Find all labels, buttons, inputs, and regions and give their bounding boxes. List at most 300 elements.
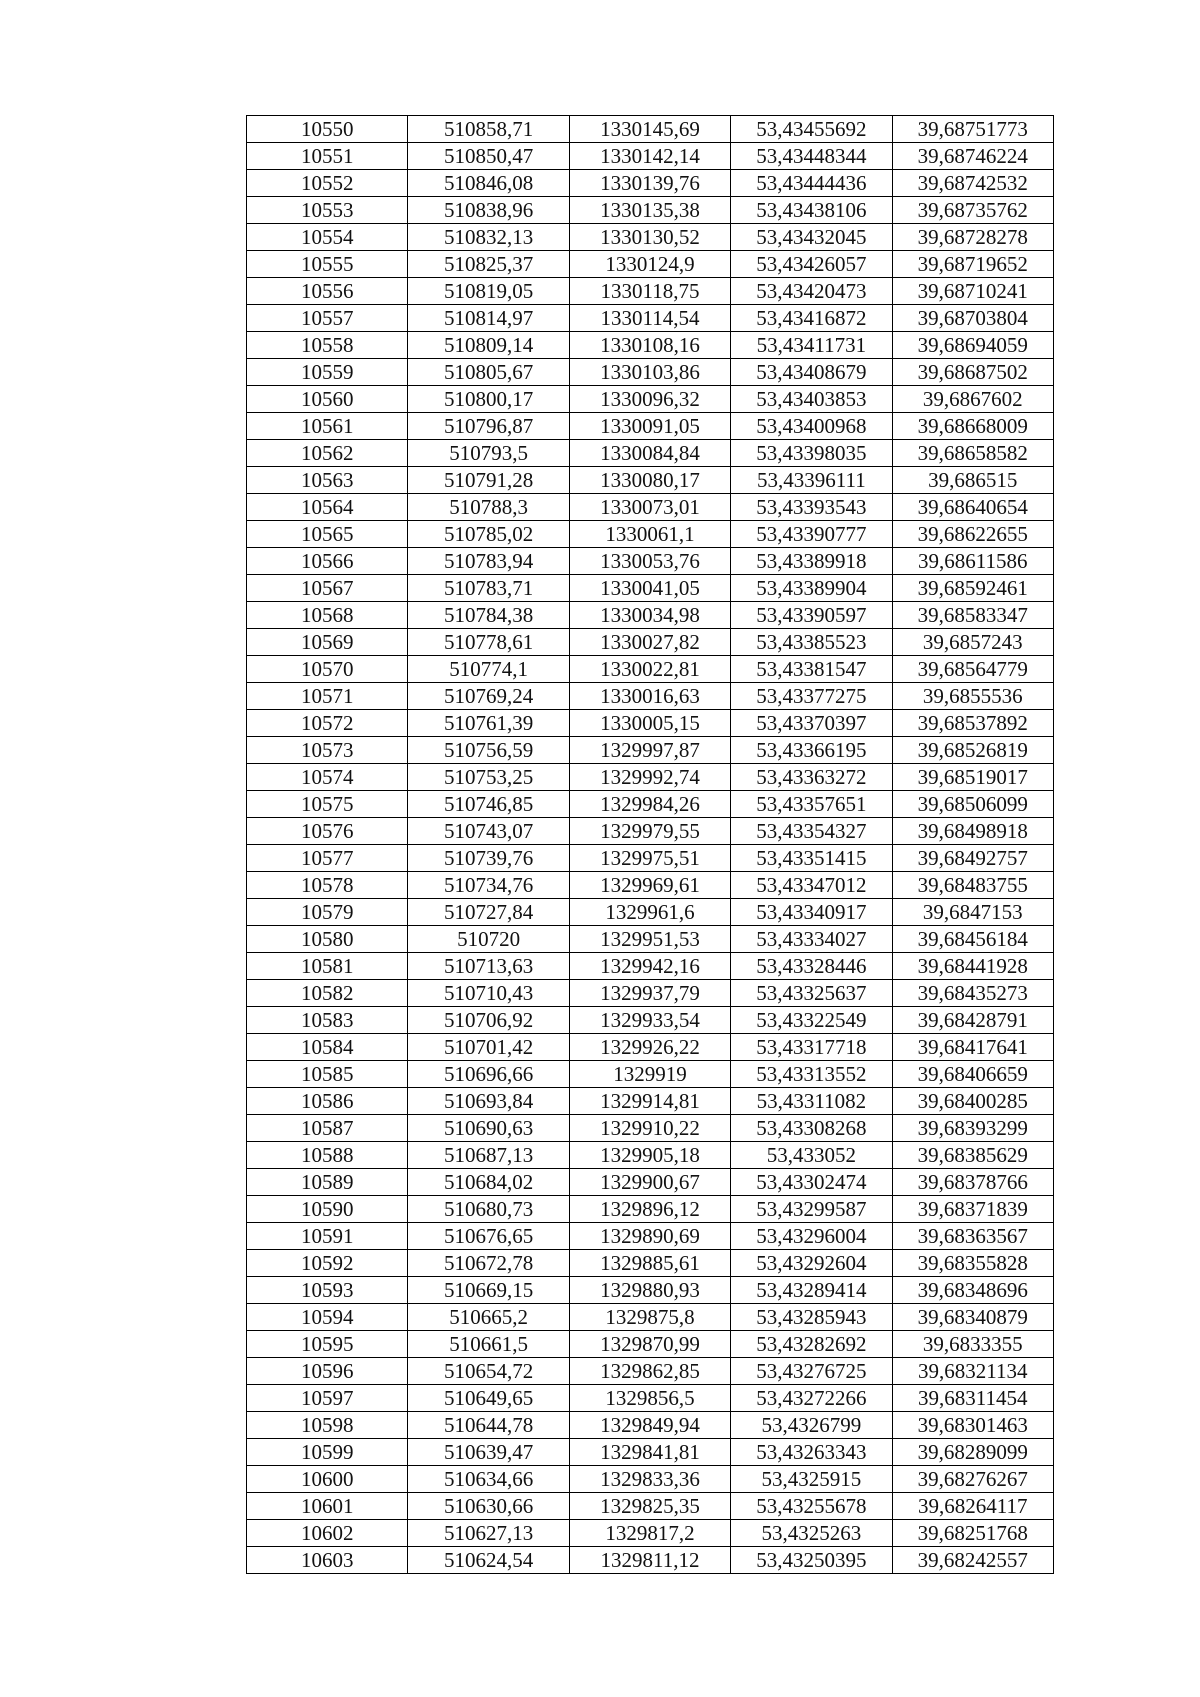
x-coordinate-cell: 510785,02 [408,521,569,548]
point-number-cell: 10563 [247,467,408,494]
longitude-cell: 39,68498918 [892,818,1053,845]
longitude-cell: 39,6857243 [892,629,1053,656]
longitude-cell: 39,68393299 [892,1115,1053,1142]
table-row [247,1142,1054,1169]
point-number-cell: 10566 [247,548,408,575]
point-number-cell: 10573 [247,737,408,764]
x-coordinate-cell: 510838,96 [408,197,569,224]
latitude-cell: 53,43311082 [731,1088,892,1115]
point-number-cell: 10551 [247,143,408,170]
latitude-cell: 53,43444436 [731,170,892,197]
y-coordinate-cell: 1329937,79 [569,980,730,1007]
latitude-cell: 53,43393543 [731,494,892,521]
table-row [247,818,1054,845]
point-number-cell: 10582 [247,980,408,1007]
latitude-cell: 53,43390597 [731,602,892,629]
longitude-cell: 39,68242557 [892,1547,1053,1574]
table-row [247,980,1054,1007]
latitude-cell: 53,43325637 [731,980,892,1007]
point-number-cell: 10588 [247,1142,408,1169]
table-row [247,656,1054,683]
x-coordinate-cell: 510814,97 [408,305,569,332]
latitude-cell: 53,43426057 [731,251,892,278]
longitude-cell: 39,68400285 [892,1088,1053,1115]
longitude-cell: 39,68456184 [892,926,1053,953]
point-number-cell: 10600 [247,1466,408,1493]
x-coordinate-cell: 510690,63 [408,1115,569,1142]
y-coordinate-cell: 1329811,12 [569,1547,730,1574]
x-coordinate-cell: 510746,85 [408,791,569,818]
longitude-cell: 39,68348696 [892,1277,1053,1304]
table-row [247,1385,1054,1412]
longitude-cell: 39,68506099 [892,791,1053,818]
point-number-cell: 10589 [247,1169,408,1196]
point-number-cell: 10569 [247,629,408,656]
y-coordinate-cell: 1329841,81 [569,1439,730,1466]
y-coordinate-cell: 1329984,26 [569,791,730,818]
latitude-cell: 53,43302474 [731,1169,892,1196]
latitude-cell: 53,43432045 [731,224,892,251]
table-row [247,1304,1054,1331]
longitude-cell: 39,68435273 [892,980,1053,1007]
table-row [247,710,1054,737]
longitude-cell: 39,68483755 [892,872,1053,899]
latitude-cell: 53,43351415 [731,845,892,872]
x-coordinate-cell: 510680,73 [408,1196,569,1223]
table-row [247,1358,1054,1385]
table-row [247,764,1054,791]
latitude-cell: 53,43322549 [731,1007,892,1034]
table-row [247,791,1054,818]
longitude-cell: 39,68355828 [892,1250,1053,1277]
point-number-cell: 10568 [247,602,408,629]
table-row [247,521,1054,548]
x-coordinate-cell: 510783,71 [408,575,569,602]
x-coordinate-cell: 510693,84 [408,1088,569,1115]
point-number-cell: 10571 [247,683,408,710]
latitude-cell: 53,43438106 [731,197,892,224]
latitude-cell: 53,43389918 [731,548,892,575]
y-coordinate-cell: 1329997,87 [569,737,730,764]
x-coordinate-cell: 510769,24 [408,683,569,710]
y-coordinate-cell: 1329961,6 [569,899,730,926]
x-coordinate-cell: 510727,84 [408,899,569,926]
y-coordinate-cell: 1330027,82 [569,629,730,656]
point-number-cell: 10581 [247,953,408,980]
table-row [247,467,1054,494]
x-coordinate-cell: 510661,5 [408,1331,569,1358]
point-number-cell: 10591 [247,1223,408,1250]
table-row [247,1061,1054,1088]
latitude-cell: 53,43285943 [731,1304,892,1331]
x-coordinate-cell: 510630,66 [408,1493,569,1520]
latitude-cell: 53,43272266 [731,1385,892,1412]
point-number-cell: 10599 [247,1439,408,1466]
point-number-cell: 10559 [247,359,408,386]
point-number-cell: 10560 [247,386,408,413]
latitude-cell: 53,43282692 [731,1331,892,1358]
x-coordinate-cell: 510634,66 [408,1466,569,1493]
longitude-cell: 39,68719652 [892,251,1053,278]
coordinates-table-body [247,116,1054,1574]
x-coordinate-cell: 510783,94 [408,548,569,575]
point-number-cell: 10585 [247,1061,408,1088]
x-coordinate-cell: 510796,87 [408,413,569,440]
x-coordinate-cell: 510809,14 [408,332,569,359]
latitude-cell: 53,43416872 [731,305,892,332]
x-coordinate-cell: 510627,13 [408,1520,569,1547]
table-row [247,602,1054,629]
table-row [247,683,1054,710]
table-row [247,386,1054,413]
coordinates-table [246,115,1054,1574]
y-coordinate-cell: 1330145,69 [569,116,730,143]
x-coordinate-cell: 510793,5 [408,440,569,467]
latitude-cell: 53,43289414 [731,1277,892,1304]
x-coordinate-cell: 510649,65 [408,1385,569,1412]
table-row [247,278,1054,305]
latitude-cell: 53,43354327 [731,818,892,845]
y-coordinate-cell: 1329870,99 [569,1331,730,1358]
point-number-cell: 10565 [247,521,408,548]
latitude-cell: 53,43403853 [731,386,892,413]
point-number-cell: 10596 [247,1358,408,1385]
latitude-cell: 53,43317718 [731,1034,892,1061]
longitude-cell: 39,68742532 [892,170,1053,197]
y-coordinate-cell: 1330053,76 [569,548,730,575]
y-coordinate-cell: 1329919 [569,1061,730,1088]
x-coordinate-cell: 510850,47 [408,143,569,170]
latitude-cell: 53,43347012 [731,872,892,899]
longitude-cell: 39,68694059 [892,332,1053,359]
latitude-cell: 53,43340917 [731,899,892,926]
longitude-cell: 39,6847153 [892,899,1053,926]
point-number-cell: 10556 [247,278,408,305]
x-coordinate-cell: 510756,59 [408,737,569,764]
longitude-cell: 39,68687502 [892,359,1053,386]
longitude-cell: 39,68583347 [892,602,1053,629]
y-coordinate-cell: 1329933,54 [569,1007,730,1034]
y-coordinate-cell: 1330022,81 [569,656,730,683]
x-coordinate-cell: 510778,61 [408,629,569,656]
longitude-cell: 39,6833355 [892,1331,1053,1358]
point-number-cell: 10564 [247,494,408,521]
x-coordinate-cell: 510710,43 [408,980,569,1007]
longitude-cell: 39,68363567 [892,1223,1053,1250]
y-coordinate-cell: 1330118,75 [569,278,730,305]
latitude-cell: 53,4325263 [731,1520,892,1547]
longitude-cell: 39,68668009 [892,413,1053,440]
longitude-cell: 39,68251768 [892,1520,1053,1547]
latitude-cell: 53,43400968 [731,413,892,440]
longitude-cell: 39,68746224 [892,143,1053,170]
point-number-cell: 10553 [247,197,408,224]
y-coordinate-cell: 1330080,17 [569,467,730,494]
longitude-cell: 39,68441928 [892,953,1053,980]
latitude-cell: 53,43263343 [731,1439,892,1466]
table-row [247,1115,1054,1142]
longitude-cell: 39,68526819 [892,737,1053,764]
table-row [247,1520,1054,1547]
longitude-cell: 39,68301463 [892,1412,1053,1439]
y-coordinate-cell: 1329979,55 [569,818,730,845]
point-number-cell: 10601 [247,1493,408,1520]
longitude-cell: 39,68710241 [892,278,1053,305]
point-number-cell: 10602 [247,1520,408,1547]
table-row [247,116,1054,143]
point-number-cell: 10597 [247,1385,408,1412]
latitude-cell: 53,43250395 [731,1547,892,1574]
latitude-cell: 53,43308268 [731,1115,892,1142]
latitude-cell: 53,43292604 [731,1250,892,1277]
y-coordinate-cell: 1329914,81 [569,1088,730,1115]
table-row [247,737,1054,764]
table-row [247,197,1054,224]
latitude-cell: 53,43396111 [731,467,892,494]
point-number-cell: 10572 [247,710,408,737]
longitude-cell: 39,68378766 [892,1169,1053,1196]
x-coordinate-cell: 510858,71 [408,116,569,143]
latitude-cell: 53,43448344 [731,143,892,170]
longitude-cell: 39,68371839 [892,1196,1053,1223]
table-row [247,575,1054,602]
x-coordinate-cell: 510672,78 [408,1250,569,1277]
y-coordinate-cell: 1330005,15 [569,710,730,737]
longitude-cell: 39,68276267 [892,1466,1053,1493]
y-coordinate-cell: 1329926,22 [569,1034,730,1061]
y-coordinate-cell: 1330124,9 [569,251,730,278]
longitude-cell: 39,68406659 [892,1061,1053,1088]
x-coordinate-cell: 510761,39 [408,710,569,737]
longitude-cell: 39,68321134 [892,1358,1053,1385]
table-row [247,1493,1054,1520]
table-row [247,1169,1054,1196]
y-coordinate-cell: 1330016,63 [569,683,730,710]
table-row [247,1034,1054,1061]
x-coordinate-cell: 510832,13 [408,224,569,251]
x-coordinate-cell: 510684,02 [408,1169,569,1196]
x-coordinate-cell: 510706,92 [408,1007,569,1034]
longitude-cell: 39,68519017 [892,764,1053,791]
table-row [247,440,1054,467]
table-row [247,899,1054,926]
point-number-cell: 10570 [247,656,408,683]
point-number-cell: 10586 [247,1088,408,1115]
x-coordinate-cell: 510639,47 [408,1439,569,1466]
latitude-cell: 53,43455692 [731,116,892,143]
table-row [247,1088,1054,1115]
x-coordinate-cell: 510819,05 [408,278,569,305]
table-row [247,305,1054,332]
table-row [247,224,1054,251]
point-number-cell: 10579 [247,899,408,926]
y-coordinate-cell: 1329951,53 [569,926,730,953]
latitude-cell: 53,43408679 [731,359,892,386]
x-coordinate-cell: 510713,63 [408,953,569,980]
table-row [247,629,1054,656]
latitude-cell: 53,43363272 [731,764,892,791]
x-coordinate-cell: 510753,25 [408,764,569,791]
table-row [247,845,1054,872]
longitude-cell: 39,68289099 [892,1439,1053,1466]
y-coordinate-cell: 1329875,8 [569,1304,730,1331]
y-coordinate-cell: 1330091,05 [569,413,730,440]
longitude-cell: 39,6867602 [892,386,1053,413]
point-number-cell: 10575 [247,791,408,818]
x-coordinate-cell: 510665,2 [408,1304,569,1331]
y-coordinate-cell: 1329817,2 [569,1520,730,1547]
table-row [247,872,1054,899]
x-coordinate-cell: 510687,13 [408,1142,569,1169]
table-row [247,1547,1054,1574]
point-number-cell: 10578 [247,872,408,899]
y-coordinate-cell: 1330130,52 [569,224,730,251]
x-coordinate-cell: 510676,65 [408,1223,569,1250]
y-coordinate-cell: 1329969,61 [569,872,730,899]
longitude-cell: 39,68564779 [892,656,1053,683]
table-row [247,1331,1054,1358]
y-coordinate-cell: 1329910,22 [569,1115,730,1142]
x-coordinate-cell: 510805,67 [408,359,569,386]
longitude-cell: 39,68728278 [892,224,1053,251]
table-row [247,359,1054,386]
point-number-cell: 10595 [247,1331,408,1358]
point-number-cell: 10593 [247,1277,408,1304]
x-coordinate-cell: 510846,08 [408,170,569,197]
longitude-cell: 39,68340879 [892,1304,1053,1331]
y-coordinate-cell: 1330073,01 [569,494,730,521]
x-coordinate-cell: 510739,76 [408,845,569,872]
table-row [247,1439,1054,1466]
table-row [247,494,1054,521]
longitude-cell: 39,68611586 [892,548,1053,575]
y-coordinate-cell: 1329856,5 [569,1385,730,1412]
point-number-cell: 10562 [247,440,408,467]
x-coordinate-cell: 510624,54 [408,1547,569,1574]
longitude-cell: 39,686515 [892,467,1053,494]
longitude-cell: 39,68385629 [892,1142,1053,1169]
y-coordinate-cell: 1330061,1 [569,521,730,548]
latitude-cell: 53,43255678 [731,1493,892,1520]
latitude-cell: 53,43385523 [731,629,892,656]
y-coordinate-cell: 1330135,38 [569,197,730,224]
point-number-cell: 10577 [247,845,408,872]
table-row [247,926,1054,953]
y-coordinate-cell: 1330142,14 [569,143,730,170]
y-coordinate-cell: 1329885,61 [569,1250,730,1277]
latitude-cell: 53,4325915 [731,1466,892,1493]
point-number-cell: 10558 [247,332,408,359]
latitude-cell: 53,43420473 [731,278,892,305]
x-coordinate-cell: 510669,15 [408,1277,569,1304]
x-coordinate-cell: 510800,17 [408,386,569,413]
latitude-cell: 53,43370397 [731,710,892,737]
x-coordinate-cell: 510644,78 [408,1412,569,1439]
x-coordinate-cell: 510743,07 [408,818,569,845]
y-coordinate-cell: 1329975,51 [569,845,730,872]
y-coordinate-cell: 1330114,54 [569,305,730,332]
latitude-cell: 53,43357651 [731,791,892,818]
y-coordinate-cell: 1330103,86 [569,359,730,386]
y-coordinate-cell: 1330096,32 [569,386,730,413]
point-number-cell: 10561 [247,413,408,440]
table-row [247,953,1054,980]
y-coordinate-cell: 1330084,84 [569,440,730,467]
y-coordinate-cell: 1329896,12 [569,1196,730,1223]
x-coordinate-cell: 510720 [408,926,569,953]
x-coordinate-cell: 510825,37 [408,251,569,278]
longitude-cell: 39,68492757 [892,845,1053,872]
x-coordinate-cell: 510774,1 [408,656,569,683]
y-coordinate-cell: 1330034,98 [569,602,730,629]
latitude-cell: 53,4326799 [731,1412,892,1439]
x-coordinate-cell: 510654,72 [408,1358,569,1385]
longitude-cell: 39,68428791 [892,1007,1053,1034]
y-coordinate-cell: 1329862,85 [569,1358,730,1385]
longitude-cell: 39,68703804 [892,305,1053,332]
y-coordinate-cell: 1330139,76 [569,170,730,197]
table-row [247,1277,1054,1304]
table-row [247,1250,1054,1277]
y-coordinate-cell: 1329942,16 [569,953,730,980]
latitude-cell: 53,43296004 [731,1223,892,1250]
longitude-cell: 39,68592461 [892,575,1053,602]
point-number-cell: 10557 [247,305,408,332]
latitude-cell: 53,43334027 [731,926,892,953]
x-coordinate-cell: 510784,38 [408,602,569,629]
table-row [247,170,1054,197]
table-row [247,1223,1054,1250]
x-coordinate-cell: 510696,66 [408,1061,569,1088]
point-number-cell: 10584 [247,1034,408,1061]
y-coordinate-cell: 1329890,69 [569,1223,730,1250]
table-row [247,1196,1054,1223]
longitude-cell: 39,68537892 [892,710,1053,737]
table-row [247,413,1054,440]
point-number-cell: 10603 [247,1547,408,1574]
longitude-cell: 39,68658582 [892,440,1053,467]
latitude-cell: 53,43398035 [731,440,892,467]
point-number-cell: 10576 [247,818,408,845]
y-coordinate-cell: 1329849,94 [569,1412,730,1439]
point-number-cell: 10574 [247,764,408,791]
x-coordinate-cell: 510734,76 [408,872,569,899]
longitude-cell: 39,68311454 [892,1385,1053,1412]
table-row [247,1412,1054,1439]
y-coordinate-cell: 1330108,16 [569,332,730,359]
point-number-cell: 10580 [247,926,408,953]
longitude-cell: 39,68264117 [892,1493,1053,1520]
latitude-cell: 53,43377275 [731,683,892,710]
table-row [247,548,1054,575]
latitude-cell: 53,43328446 [731,953,892,980]
longitude-cell: 39,68640654 [892,494,1053,521]
point-number-cell: 10598 [247,1412,408,1439]
point-number-cell: 10550 [247,116,408,143]
point-number-cell: 10592 [247,1250,408,1277]
y-coordinate-cell: 1330041,05 [569,575,730,602]
latitude-cell: 53,43411731 [731,332,892,359]
point-number-cell: 10567 [247,575,408,602]
x-coordinate-cell: 510791,28 [408,467,569,494]
latitude-cell: 53,43299587 [731,1196,892,1223]
longitude-cell: 39,68417641 [892,1034,1053,1061]
point-number-cell: 10555 [247,251,408,278]
latitude-cell: 53,43313552 [731,1061,892,1088]
latitude-cell: 53,43390777 [731,521,892,548]
longitude-cell: 39,6855536 [892,683,1053,710]
latitude-cell: 53,43366195 [731,737,892,764]
